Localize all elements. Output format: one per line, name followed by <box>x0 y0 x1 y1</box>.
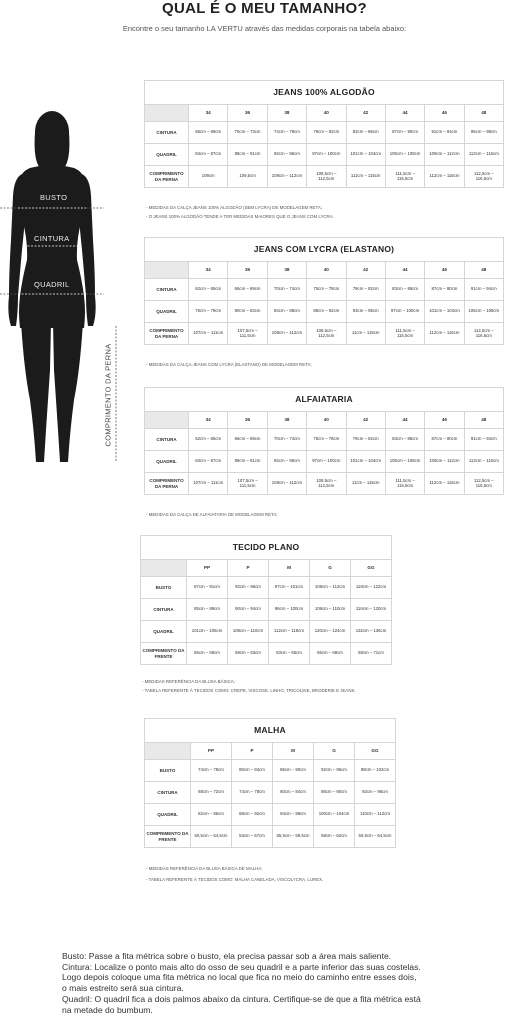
instruction-line: o mais estreito será sua cintura. <box>62 983 184 994</box>
measurement-cell: 63cm – 65cm <box>269 643 310 665</box>
table-title: ALFAIATARIA <box>145 388 504 412</box>
measurement-cell: 70cm – 74cm <box>267 279 306 301</box>
body-figure <box>0 100 125 470</box>
measurement-cell: 53cm – 57cm <box>232 826 273 848</box>
size-header: 34 <box>189 412 228 429</box>
size-header: 42 <box>346 262 385 279</box>
table-row <box>145 122 504 144</box>
measurement-cell: 112,5cm – 116,5cm <box>464 166 503 188</box>
comprimento-label: COMPRIMENTO DA PERNA <box>103 343 113 447</box>
measurement-cell: 108cm – 112cm <box>267 166 306 188</box>
measurement-cell: 92cm – 96cm <box>355 782 396 804</box>
row-label: CINTURA <box>145 279 189 301</box>
measurement-cell: 80cm – 84cm <box>273 782 314 804</box>
table-title: JEANS 100% ALGODÃO <box>145 81 504 105</box>
measurement-cell: 60,5cm – 64,5cm <box>355 826 396 848</box>
measurement-cell: 101cm – 104cm <box>346 451 385 473</box>
measurement-cell: 66cm – 69cm <box>228 429 267 451</box>
measurement-cell: 97cm – 100cm <box>307 144 346 166</box>
measurement-cell: 80cm – 83cm <box>228 301 267 323</box>
measurement-cell: 92cm – 96cm <box>267 451 306 473</box>
table-row <box>145 826 396 848</box>
measurement-cell: 118cm – 122cm <box>351 577 392 599</box>
measurement-cell: 74cm – 78cm <box>232 782 273 804</box>
row-label: QUADRIL <box>145 451 189 473</box>
measurement-cell: 98cm – 102cm <box>355 760 396 782</box>
table-row <box>141 621 392 643</box>
note-alfaiataria-1: - MEDIDAS DA CALÇA DE ALFAIATARIA DE MODELAGEM RETA; <box>146 512 278 517</box>
size-header: 44 <box>385 105 424 122</box>
table-tecido-plano <box>140 535 392 665</box>
size-header: 36 <box>228 412 267 429</box>
measurement-cell: 83cm – 86cm <box>346 122 385 144</box>
table-title: TECIDO PLANO <box>141 536 392 560</box>
note-jeans-lycra-1: - MEDIDAS DA CALÇA JEANS COM LYCRA (ELASTANO) DE MODELAGEM RETA; <box>146 362 312 367</box>
measurement-cell: 70cm – 73cm <box>228 122 267 144</box>
table-row <box>145 323 504 345</box>
measurement-cell: 111,5cm – 115,5cm <box>385 166 424 188</box>
busto-label: BUSTO <box>40 193 68 202</box>
measurement-cell: 111,5cm – 115,5cm <box>385 323 424 345</box>
table-row <box>145 451 504 473</box>
measurement-cell: 105cm – 108cm <box>464 301 503 323</box>
measurement-cell: 108,5cm – 112,5cm <box>307 473 346 495</box>
measurement-cell: 95cm – 98cm <box>464 122 503 144</box>
measurement-cell: 94cm – 98cm <box>273 804 314 826</box>
measurement-cell: 62cm – 65cm <box>189 279 228 301</box>
size-header: 34 <box>189 262 228 279</box>
table-row <box>145 782 396 804</box>
size-header: 40 <box>307 262 346 279</box>
measurement-cell: 92cm – 96cm <box>314 760 355 782</box>
measurement-cell: 116cm – 120cm <box>351 599 392 621</box>
measurement-cell: 112cm – 116cm <box>425 473 464 495</box>
measurement-cell: 111cm – 115cm <box>346 166 385 188</box>
measurement-cell: 112cm – 116cm <box>425 323 464 345</box>
measurement-cell: 106cm – 110cm <box>228 621 269 643</box>
size-header: GG <box>351 560 392 577</box>
measurement-cell: 108,5cm – 112,5cm <box>307 323 346 345</box>
instruction-line: Cintura: Localize o ponto mais alto do osso de seu quadril e a parte inferior das suas costelas. <box>62 961 421 972</box>
measurement-cell: 97cm – 100cm <box>307 451 346 473</box>
measurement-cell: 79cm – 82cm <box>346 279 385 301</box>
row-label: QUADRIL <box>141 621 187 643</box>
instruction-line: na metade do bumbum. <box>62 1004 153 1015</box>
measurement-cell: 109,5cm <box>228 166 267 188</box>
measurement-cell: 108,5cm – 112,5cm <box>307 166 346 188</box>
measurement-cell: 83cm – 86cm <box>385 429 424 451</box>
measurement-cell: 101cm – 104cm <box>346 144 385 166</box>
size-header: 40 <box>307 105 346 122</box>
measurement-cell: 80cm – 84cm <box>232 760 273 782</box>
measurement-cell: 75cm – 78cm <box>307 429 346 451</box>
table-jeans-algodao <box>144 80 504 188</box>
size-header: 42 <box>346 412 385 429</box>
measurement-cell: 11cm – 115cm <box>346 473 385 495</box>
table-corner <box>145 743 191 760</box>
row-label: CINTURA <box>141 599 187 621</box>
measurement-cell: 87cm – 90cm <box>385 122 424 144</box>
size-header: M <box>273 743 314 760</box>
note-tecido-plano-1: - MEDIDAS REFERÊNCIA DA BLUSA BÁSICA; <box>142 679 235 684</box>
table-corner <box>145 412 189 429</box>
row-label: COMPRIMENTO DA PERNA <box>145 166 189 188</box>
measurement-cell: 120cm – 124cm <box>310 621 351 643</box>
measurement-cell: 82cm – 86cm <box>191 804 232 826</box>
measurement-cell: 113cm – 116cm <box>464 451 503 473</box>
measurement-cell: 97cm – 100cm <box>385 301 424 323</box>
page-title: QUAL É O MEU TAMANHO? <box>162 0 367 17</box>
measuring-instructions <box>62 951 522 1015</box>
measurement-cell: 105cm – 108cm <box>385 451 424 473</box>
measurement-cell: 11cm – 115cm <box>346 323 385 345</box>
row-label: COMPRIMENTO DA PERNA <box>145 323 189 345</box>
measurement-cell: 108cm – 112cm <box>267 323 306 345</box>
measurement-cell: 100cm – 104cm <box>314 804 355 826</box>
measurement-cell: 101cm – 104cm <box>425 301 464 323</box>
measurement-cell: 93cm – 96cm <box>346 301 385 323</box>
table-row <box>141 643 392 665</box>
measurement-cell: 87cm – 90cm <box>425 279 464 301</box>
measurement-cell: 92cm – 96cm <box>267 144 306 166</box>
size-header: PP <box>191 743 232 760</box>
measurement-cell: 75cm – 78cm <box>307 279 346 301</box>
measurement-cell: 66cm – 69cm <box>189 122 228 144</box>
measurement-cell: 68cm – 72cm <box>191 782 232 804</box>
size-header: G <box>310 560 351 577</box>
page-subtitle: Encontre o seu tamanho LA VERTU através das medidas corporais na tabela abaixo: <box>122 24 407 33</box>
measurement-cell: 109cm <box>189 166 228 188</box>
measurement-cell: 83cm – 86cm <box>385 279 424 301</box>
table-row <box>145 429 504 451</box>
row-label: QUADRIL <box>145 301 189 323</box>
size-header: 46 <box>425 105 464 122</box>
row-label: CINTURA <box>145 429 189 451</box>
instruction-line: Quadril: O quadril fica a dois palmos abaixo da cintura. Certifique-se de que a fita métrica está <box>62 993 421 1004</box>
measurement-cell: 106cm – 110cm <box>310 599 351 621</box>
table-alfaiataria <box>144 387 504 495</box>
note-jeans-algodao-1: - MEDIDAS DA CALÇA JEANS 100% ALGODÃO (SEM LYCRA) DE MODELAGEM RETA; <box>146 205 322 210</box>
size-header: 48 <box>464 105 503 122</box>
measurement-cell: 112,5cm – 116,5cm <box>464 473 503 495</box>
table-row <box>141 577 392 599</box>
row-label: CINTURA <box>145 782 191 804</box>
measurement-cell: 97cm – 101cm <box>269 577 310 599</box>
measurement-cell: 112cm – 116cm <box>425 166 464 188</box>
measurement-cell: 68cm – 71cm <box>351 643 392 665</box>
table-row <box>145 301 504 323</box>
row-label: COMPRIMENTO DA PERNA <box>145 473 189 495</box>
size-header: 38 <box>267 105 306 122</box>
size-header: 48 <box>464 262 503 279</box>
measurement-cell: 110cm – 112cm <box>355 804 396 826</box>
table-row <box>145 760 396 782</box>
size-header: GG <box>355 743 396 760</box>
table-title: JEANS COM LYCRA (ELASTANO) <box>145 238 504 262</box>
size-header: 46 <box>425 262 464 279</box>
size-header: 44 <box>385 262 424 279</box>
size-header: 48 <box>464 412 503 429</box>
instruction-line: Busto: Passe a fita métrica sobre o busto, ela precisa passar sob a área mais saliente. <box>62 951 392 961</box>
measurement-cell: 90cm – 94cm <box>228 599 269 621</box>
size-header: M <box>269 560 310 577</box>
size-header: P <box>228 560 269 577</box>
measurement-cell: 88cm – 91cm <box>228 144 267 166</box>
measurement-cell: 96cm – 100cm <box>269 599 310 621</box>
measurement-cell: 101cm – 105cm <box>187 621 228 643</box>
size-header: P <box>232 743 273 760</box>
measurement-cell: 108cm – 112cm <box>310 577 351 599</box>
table-row <box>145 804 396 826</box>
measurement-cell: 87cm – 91cm <box>187 577 228 599</box>
measurement-cell: 92cm – 96cm <box>228 577 269 599</box>
size-header: 42 <box>346 105 385 122</box>
measurement-cell: 107cm – 111cm <box>189 473 228 495</box>
measurement-cell: 112cm – 118cm <box>269 621 310 643</box>
measurement-cell: 85cm – 89cm <box>187 599 228 621</box>
measurement-cell: 76cm – 79cm <box>189 301 228 323</box>
measurement-cell: 55,5cm – 59,5cm <box>273 826 314 848</box>
row-label: QUADRIL <box>145 144 189 166</box>
measurement-cell: 109cm – 112cm <box>425 451 464 473</box>
table-row <box>145 166 504 188</box>
measurement-cell: 58cm – 62cm <box>314 826 355 848</box>
size-header: 36 <box>228 262 267 279</box>
size-header: 40 <box>307 412 346 429</box>
note-tecido-plano-2: - TABELA REFERENTE À TECIDOS COMO: CREPE, VISCOSE, LINHO, TRICOLINE, BRODERIE E JEANS. <box>142 688 356 693</box>
note-malha-2: - TABELA REFERENTE À TECIDOS COMO: MALHA CANELADA, VISCOLYCRA, LUREX. <box>146 877 324 882</box>
instruction-line: Logo depois coloque uma fita métrica no local que fica no meio do caminho entre esses dois, <box>62 972 417 983</box>
row-label: COMPRIMENTO DA FRENTE <box>141 643 187 665</box>
cintura-label: CINTURA <box>34 234 70 243</box>
measurement-cell: 70cm – 74cm <box>267 429 306 451</box>
measurement-cell: 108cm – 112cm <box>267 473 306 495</box>
row-label: CINTURA <box>145 122 189 144</box>
size-header: 46 <box>425 412 464 429</box>
table-corner <box>145 105 189 122</box>
measurement-cell: 74cm – 78cm <box>191 760 232 782</box>
row-label: BUSTO <box>141 577 187 599</box>
measurement-cell: 65cm – 68cm <box>310 643 351 665</box>
size-header: PP <box>187 560 228 577</box>
table-row <box>145 279 504 301</box>
measurement-cell: 107cm – 111cm <box>189 323 228 345</box>
measurement-cell: 88cm – 91cm <box>228 451 267 473</box>
table-jeans-lycra <box>144 237 504 345</box>
measurement-cell: 91cm – 94cm <box>464 279 503 301</box>
measurement-cell: 112,5cm – 116,5cm <box>464 323 503 345</box>
table-title: MALHA <box>145 719 396 743</box>
measurement-cell: 88cm – 92cm <box>232 804 273 826</box>
measurement-cell: 111,5cm – 115,5cm <box>385 473 424 495</box>
table-corner <box>145 262 189 279</box>
size-header: 34 <box>189 105 228 122</box>
measurement-cell: 89cm – 92cm <box>307 301 346 323</box>
note-malha-1: - MEDIDAS REFERÊNCIA DA BLUSA BÁSICA DE MALHA; <box>146 866 263 871</box>
measurement-cell: 84cm – 87cm <box>189 451 228 473</box>
measurement-cell: 66cm – 69cm <box>228 279 267 301</box>
size-header: G <box>314 743 355 760</box>
measurement-cell: 107,5cm – 111,5cm <box>228 473 267 495</box>
measurement-cell: 50,5cm – 54,5cm <box>191 826 232 848</box>
measurement-cell: 56cm – 59cm <box>187 643 228 665</box>
row-label: COMPRIMENTO DA FRENTE <box>145 826 191 848</box>
table-row <box>145 144 504 166</box>
measurement-cell: 84cm – 87cm <box>189 144 228 166</box>
row-label: BUSTO <box>145 760 191 782</box>
table-malha <box>144 718 396 848</box>
measurement-cell: 91cm – 94cm <box>464 429 503 451</box>
measurement-cell: 79cm – 82cm <box>346 429 385 451</box>
table-corner <box>141 560 187 577</box>
measurement-cell: 109cm – 112cm <box>425 144 464 166</box>
measurement-cell: 62cm – 65cm <box>189 429 228 451</box>
quadril-label: QUADRIL <box>34 280 70 289</box>
size-header: 38 <box>267 262 306 279</box>
measurement-cell: 74cm – 78cm <box>267 122 306 144</box>
measurement-cell: 132cm – 136cm <box>351 621 392 643</box>
measurement-cell: 105cm – 108cm <box>385 144 424 166</box>
size-header: 44 <box>385 412 424 429</box>
size-header: 36 <box>228 105 267 122</box>
measurement-cell: 113cm – 116cm <box>464 144 503 166</box>
measurement-cell: 87cm – 90cm <box>425 429 464 451</box>
measurement-cell: 86cm – 90cm <box>314 782 355 804</box>
measurement-cell: 79cm – 82cm <box>307 122 346 144</box>
note-jeans-algodao-2: - O JEANS 100% ALGODÃO TENDE A TER MEDIDAS MAIORES QUE O JEANS COM LYCRA. <box>146 214 334 219</box>
measurement-cell: 59cm – 63cm <box>228 643 269 665</box>
measurement-cell: 91cm – 94cm <box>425 122 464 144</box>
size-header: 38 <box>267 412 306 429</box>
measurement-cell: 84cm – 88cm <box>267 301 306 323</box>
table-row <box>141 599 392 621</box>
measurement-cell: 107,5cm – 111,5cm <box>228 323 267 345</box>
table-row <box>145 473 504 495</box>
row-label: QUADRIL <box>145 804 191 826</box>
measurement-cell: 86cm – 90cm <box>273 760 314 782</box>
